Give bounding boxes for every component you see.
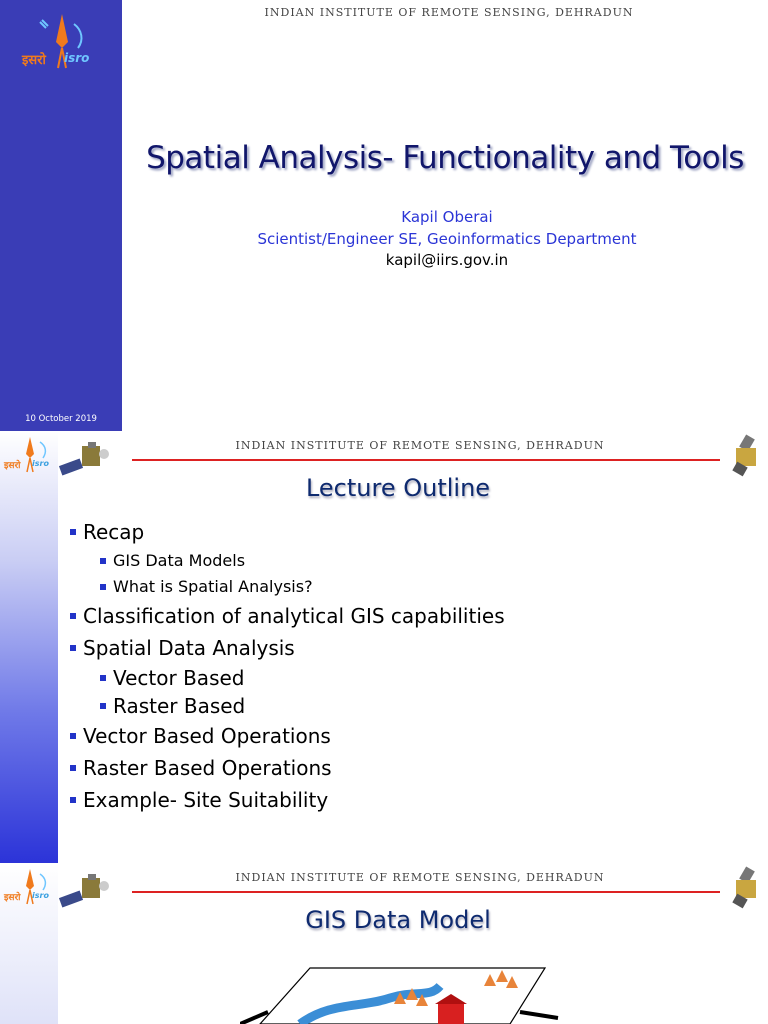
outline-item: Example- Site Suitability [68,784,505,816]
logo-hindi-text: इसरो [4,461,21,471]
header-rule [132,891,720,893]
outline-item: Spatial Data Analysis [68,632,505,664]
outline-item: Classification of analytical GIS capabilities [68,600,505,632]
outline-subitem: What is Spatial Analysis? [98,574,505,600]
presentation-date: 10 October 2019 [25,414,97,424]
institute-header: INDIAN INSTITUTE OF REMOTE SENSING, DEHRADUN [235,439,605,452]
bullet-icon [100,584,106,590]
outline-list [68,516,505,816]
outline-subitem: Raster Based [98,692,505,720]
left-gradient-panel [0,432,58,864]
author-designation: Scientist/Engineer SE, Geoinformatics Department [257,230,637,248]
outline-item: Raster Based Operations [68,752,505,784]
outline-subitem: Vector Based [98,664,505,692]
outline-item: Vector Based Operations [68,720,505,752]
institute-header: INDIAN INSTITUTE OF REMOTE SENSING, DEHRADUN [235,871,605,884]
outline-subitem: GIS Data Models [98,548,505,574]
logo-hindi-text: इसरो [4,893,21,903]
bullet-icon [100,558,106,564]
logo-en-text: isro [32,459,49,468]
bullet-icon [70,797,76,803]
author-name: Kapil Oberai [401,208,493,226]
bullet-icon [70,529,76,535]
logo-hindi-text: इसरो [22,53,46,68]
title-slide [0,0,768,432]
institute-header: INDIAN INSTITUTE OF REMOTE SENSING, DEHRADUN [264,6,634,19]
bullet-icon [70,645,76,651]
slide-title: Lecture Outline [305,474,491,502]
slide-title: GIS Data Model [305,906,491,934]
header-rule [132,459,720,461]
author-email[interactable]: kapil@iirs.gov.in [385,251,509,269]
bullet-icon [70,613,76,619]
outline-slide [0,432,768,864]
satellite-icon-right [728,434,768,478]
isro-logo [4,868,56,908]
bullet-icon [70,765,76,771]
isro-logo [4,436,56,476]
outline-item: Recap [68,516,505,548]
data-model-slide [0,864,768,1024]
satellite-icon-right [728,866,768,910]
gis-data-model-illustration [240,962,560,1024]
presentation-title: Spatial Analysis- Functionality and Tools [146,140,744,176]
bullet-icon [100,675,106,681]
logo-en-text: isro [64,51,90,65]
logo-en-text: isro [32,891,49,900]
isro-logo [22,12,102,72]
bullet-icon [100,703,106,709]
bullet-icon [70,733,76,739]
